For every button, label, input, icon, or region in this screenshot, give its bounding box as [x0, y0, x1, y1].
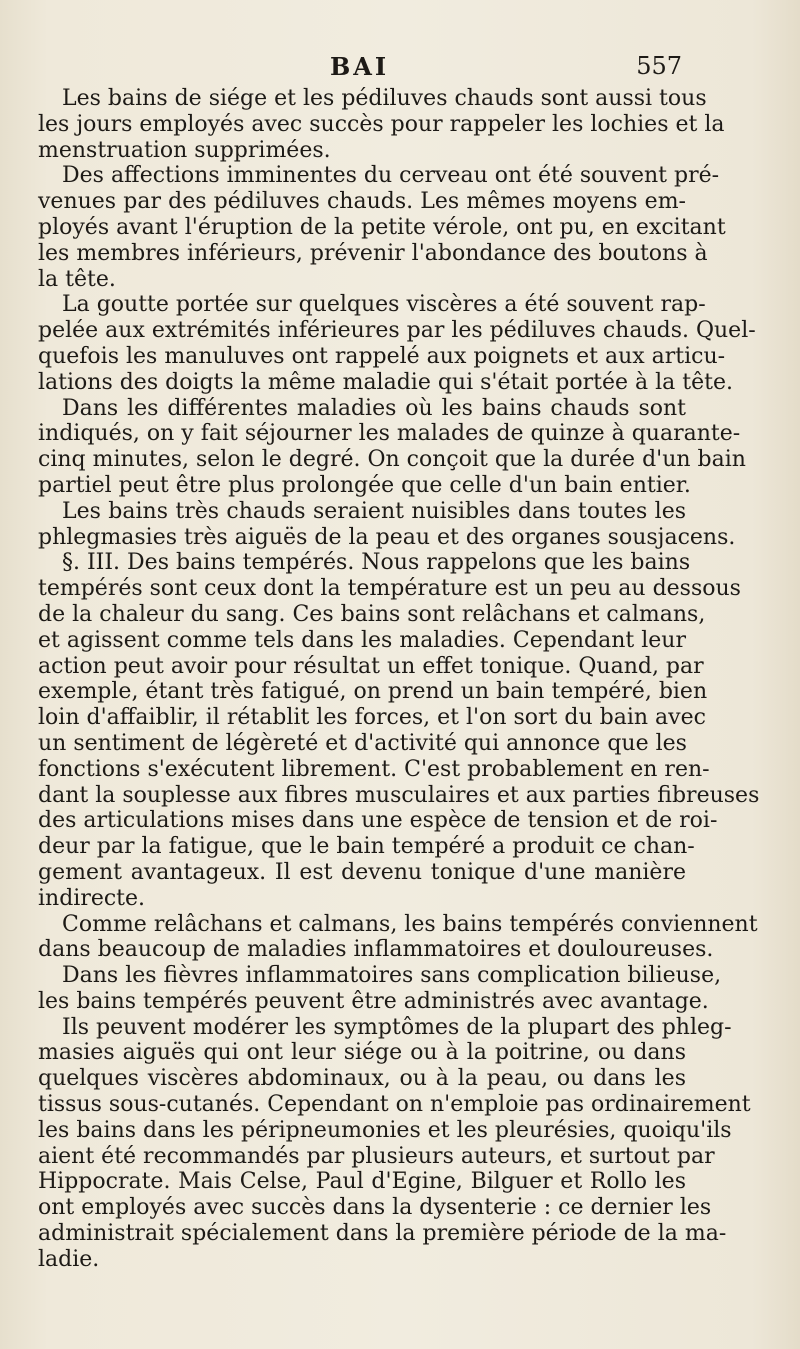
text-line: Des affections imminentes du cerveau ont été souvent pré-: [62, 163, 720, 189]
text-line: masies aiguës qui ont leur siége ou à la poitrine, ou dans: [38, 1040, 686, 1066]
text-line: exemple, étant très fatigué, on prend un bain tempéré, bien: [38, 679, 708, 705]
text-line: cinq minutes, selon le degré. On conçoit que la durée d'un bain: [38, 447, 746, 473]
text-line: loin d'affaiblir, il rétablit les forces, et l'on sort du bain avec: [38, 705, 706, 731]
text-line: aient été recommandés par plusieurs auteurs, et surtout par: [38, 1143, 715, 1169]
page-number: 557: [636, 52, 682, 80]
text-line: ont employés avec succès dans la dysenterie : ce dernier les: [38, 1195, 712, 1221]
text-line: pelée aux extrémités inférieures par les pédiluves chauds. Quel-: [38, 318, 756, 344]
text-line: §. III. Des bains tempérés. Nous rappelons que les bains: [62, 550, 691, 576]
text-line: les bains tempérés peuvent être administrés avec avantage.: [38, 988, 709, 1014]
text-line: dans beaucoup de maladies inflammatoires et douloureuses.: [38, 937, 714, 963]
text-line: Comme relâchans et calmans, les bains tempérés conviennent: [62, 911, 758, 937]
text-line: Dans les différentes maladies où les bains chauds sont: [62, 395, 686, 421]
text-line: venues par des pédiluves chauds. Les mêmes moyens em-: [38, 189, 686, 215]
text-line: ladie.: [38, 1246, 100, 1272]
text-line: quelques viscères abdominaux, ou à la peau, ou dans les: [38, 1066, 686, 1092]
text-line: les membres inférieurs, prévenir l'abondance des boutons à: [38, 240, 708, 266]
text-line: Ils peuvent modérer les symptômes de la plupart des phleg-: [62, 1014, 732, 1040]
text-line: les bains dans les péripneumonies et les pleurésies, quoiqu'ils: [38, 1117, 732, 1143]
text-line: quefois les manuluves ont rappelé aux poignets et aux articu-: [38, 343, 726, 369]
text-line: indiqués, on y fait séjourner les malades de quinze à quarante-: [38, 421, 741, 447]
text-line: Hippocrate. Mais Celse, Paul d'Egine, Bilguer et Rollo les: [38, 1169, 686, 1195]
text-line: menstruation supprimées.: [38, 137, 331, 163]
text-line: Les bains très chauds seraient nuisibles dans toutes les: [62, 498, 686, 524]
text-line: dant la souplesse aux fibres musculaires et aux parties fibreuses: [38, 782, 760, 808]
text-line: lations des doigts la même maladie qui s'était portée à la tête.: [38, 369, 733, 395]
text-line: Les bains de siége et les pédiluves chauds sont aussi tous: [62, 86, 707, 111]
text-line: gement avantageux. Il est devenu tonique d'une manière: [38, 859, 686, 885]
body-text: [38, 86, 760, 1273]
text-line: fonctions s'exécutent librement. C'est probablement en ren-: [38, 756, 710, 782]
text-line: administrait spécialement dans la première période de la ma-: [38, 1221, 727, 1247]
text-line: partiel peut être plus prolongée que celle d'un bain entier.: [38, 472, 691, 498]
text-line: deur par la fatigue, que le bain tempéré a produit ce chan-: [38, 834, 695, 860]
running-head: BAI: [330, 52, 390, 81]
text-line: tissus sous-cutanés. Cependant on n'emploie pas ordinairement: [38, 1092, 751, 1118]
text-line: indirecte.: [38, 885, 146, 911]
text-line: ployés avant l'éruption de la petite vérole, ont pu, en excitant: [38, 214, 726, 240]
text-line: action peut avoir pour résultat un effet tonique. Quand, par: [38, 653, 704, 679]
text-line: un sentiment de légèreté et d'activité qui annonce que les: [38, 730, 687, 756]
text-line: et agissent comme tels dans les maladies. Cependant leur: [38, 627, 686, 653]
page-header: [0, 52, 800, 86]
text-line: la tête.: [38, 266, 116, 292]
text-line: de la chaleur du sang. Ces bains sont relâchans et calmans,: [38, 601, 706, 627]
text-line: des articulations mises dans une espèce de tension et de roi-: [38, 808, 718, 834]
text-line: phlegmasies très aiguës de la peau et des organes sousjacens.: [38, 524, 736, 550]
text-line: La goutte portée sur quelques viscères a été souvent rap-: [62, 292, 706, 318]
text-line: les jours employés avec succès pour rappeler les lochies et la: [38, 111, 725, 137]
text-line: Dans les fièvres inflammatoires sans complication bilieuse,: [62, 963, 722, 989]
text-line: tempérés sont ceux dont la température est un peu au dessous: [38, 576, 741, 602]
